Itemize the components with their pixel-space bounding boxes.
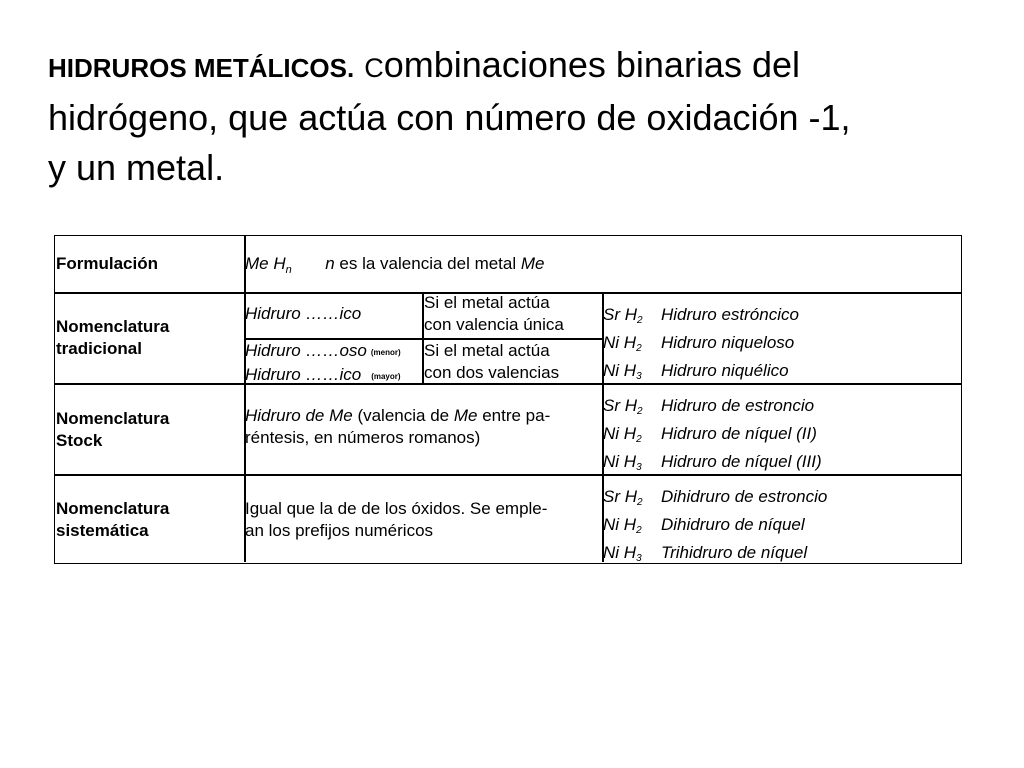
nomenclature-table [54, 235, 962, 564]
rule-ico-unica: Hidruro ……ico [245, 304, 362, 323]
formula-hydrogen: H [273, 254, 286, 273]
table-divider [55, 474, 961, 476]
sistematica-desc: Igual que la de de los óxidos. Se emple- an los prefijos numéricos [245, 499, 548, 540]
formula-metal: Me [245, 254, 269, 273]
examples-sistematica: Sr $H_2$ Dihidruro de estroncio Ni $H_2$ Dihidruro de níquel Ni $H_3$ Trihidruro de níquel [603, 487, 828, 564]
examples-tradicional: Sr $H_2$ Hidruro estróncico Ni $H_2$ Hidruro niqueloso Ni $H_3$ Hidruro niquélico [603, 305, 799, 382]
formula-desc-me: Me [520, 254, 545, 273]
unica-desc: Si el metal actúa con valencia única [424, 293, 564, 334]
rule-oso-ico [245, 340, 401, 388]
heading-title: HIDRUROS METÁLICOS. [48, 53, 355, 83]
row-label-tradicional: Nomenclatura tradicional [56, 317, 170, 358]
heading-line1: ombinaciones binarias del [383, 44, 800, 85]
heading-line3: y un metal. [48, 147, 225, 188]
heading-line2: hidrógeno, que actúa con número de oxidación -1, [48, 97, 851, 138]
row-label-formulacion: Formulación [56, 254, 159, 273]
formula-desc-n: n [325, 254, 335, 273]
page-heading [48, 40, 978, 193]
stock-desc: Hidruro de Me (valencia de Me entre pa- réntesis, en números romanos) [245, 406, 551, 447]
note-mayor: (mayor) [371, 372, 401, 381]
rule-ico: Hidruro ……ico [245, 365, 362, 384]
rule-oso: Hidruro ……oso [245, 341, 367, 360]
formula-cell [245, 253, 544, 281]
formula-desc: es la valencia del metal [334, 254, 521, 273]
note-menor: (menor) [370, 348, 401, 357]
examples-stock: Sr $H_2$ Hidruro de estroncio Ni $H_2$ Hidruro de níquel (II) Ni $H_3$ Hidruro de níquel (III) [603, 396, 822, 473]
formula-subscript: n [285, 264, 292, 276]
row-label-sistematica: Nomenclatura sistemática [56, 499, 170, 540]
dos-desc: Si el metal actúa con dos valencias [424, 341, 560, 382]
heading-initial: C [364, 53, 384, 83]
row-label-stock: Nomenclatura Stock [56, 409, 170, 450]
